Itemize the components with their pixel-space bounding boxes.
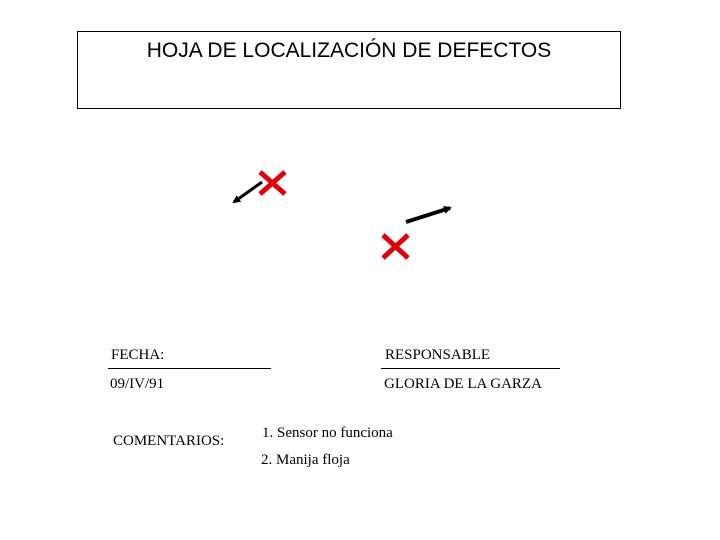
fecha-value: 09/IV/91 (110, 376, 165, 392)
responsable-label: RESPONSABLE (385, 347, 491, 363)
defect-arrow-1 (234, 182, 262, 202)
fecha-label: FECHA: (111, 347, 165, 363)
responsable-value: GLORIA DE LA GARZA (384, 376, 542, 392)
fecha-underline (108, 368, 271, 369)
defect-marker-1 (260, 172, 285, 194)
comentarios-label: COMENTARIOS: (113, 433, 225, 449)
defect-marker-2 (383, 235, 408, 258)
page-title: HOJA DE LOCALIZACIÓN DE DEFECTOS (146, 39, 552, 62)
comment-item: 2. Manija floja (261, 452, 350, 468)
defect-arrow-2 (406, 208, 450, 222)
responsable-underline (381, 368, 560, 369)
comment-item: 1. Sensor no funciona (262, 425, 393, 441)
